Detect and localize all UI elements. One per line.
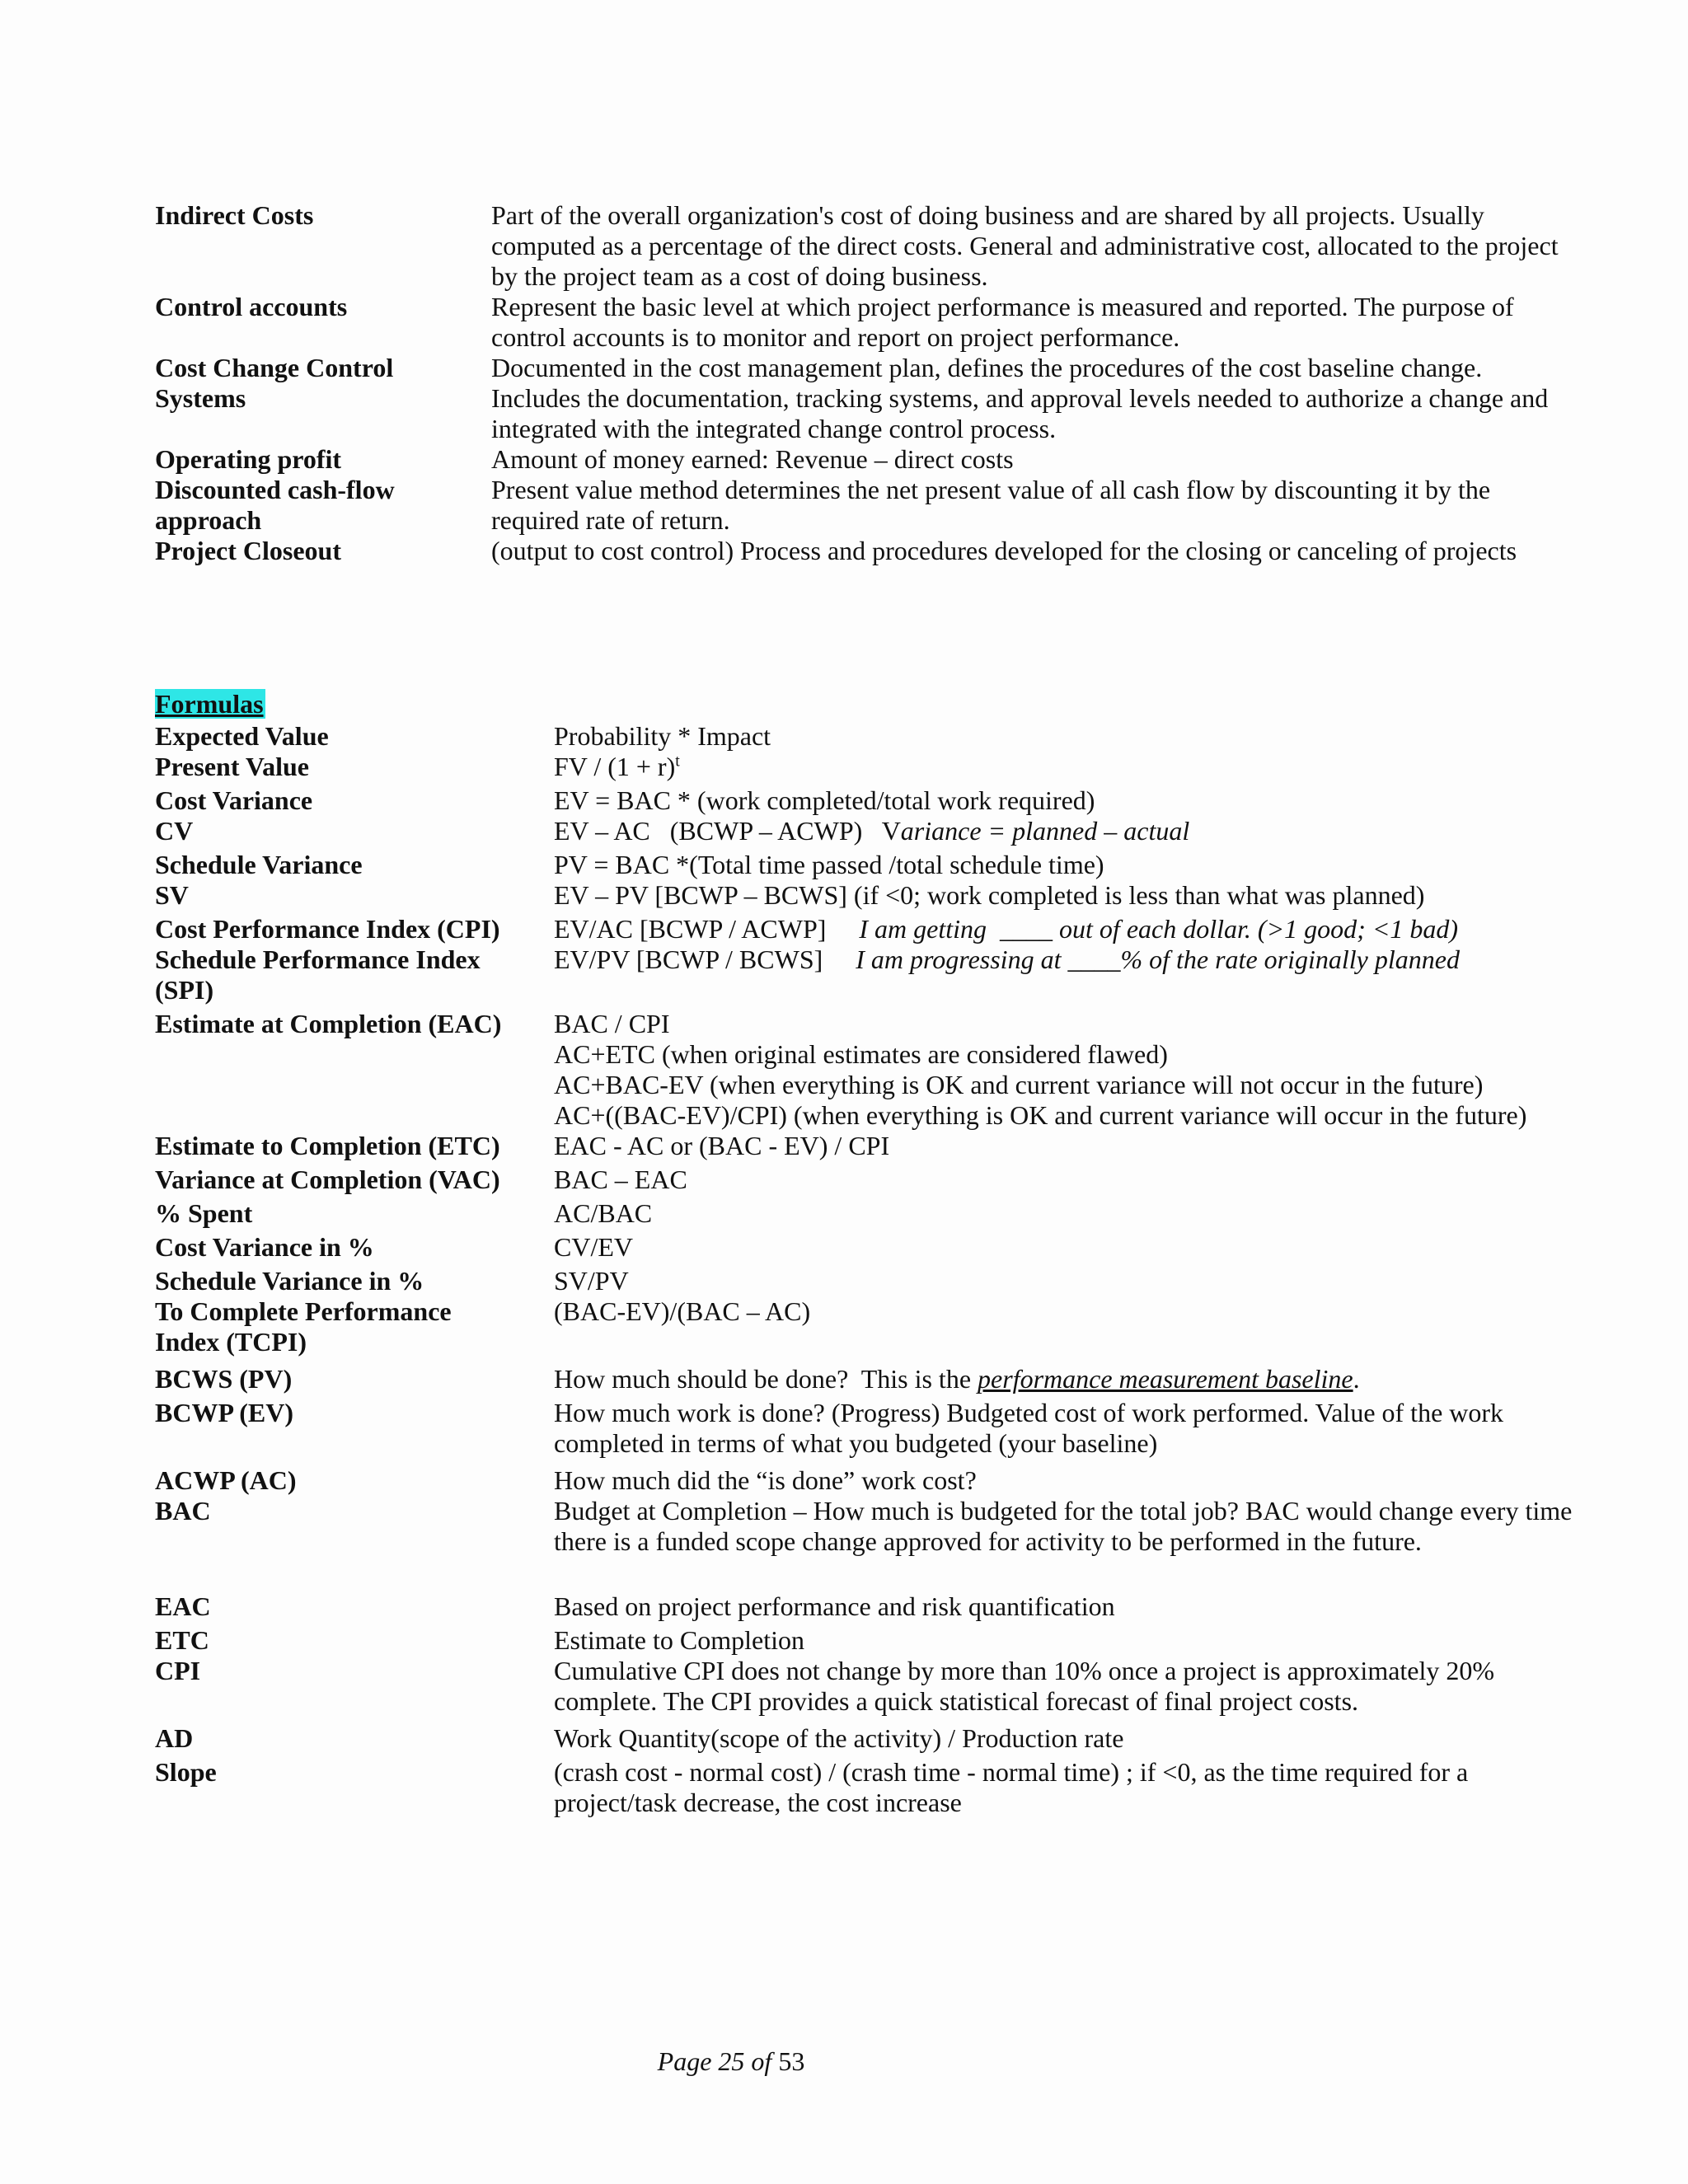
formula-definition: (crash cost - normal cost) / (crash time - normal time) ; if <0, as the time required for a project/task decrease, the cost increase — [554, 1757, 1469, 1817]
formula-term: Cost Performance Index (CPI) — [155, 914, 500, 944]
formula-term: BAC — [155, 1496, 211, 1526]
formula-row — [155, 944, 1574, 1005]
glossary-term: Project Closeout — [155, 536, 341, 565]
glossary-term: Control accounts — [155, 292, 348, 321]
glossary-definition: Documented in the cost management plan, defines the procedures of the cost baseline change. Includes the documentation, tracking systems, and approval levels needed to authorize a change and integrated with the integrated change control process. — [491, 353, 1549, 443]
formula-term: To Complete Performance Index (TCPI) — [155, 1296, 452, 1357]
formula-definition: Work Quantity(scope of the activity) / Production rate — [554, 1723, 1124, 1753]
formulas-section — [155, 689, 1574, 1818]
formula-row — [155, 1165, 1574, 1195]
formula-row — [155, 914, 1574, 944]
glossary-row — [155, 292, 1574, 353]
glossary-row — [155, 200, 1574, 292]
formula-row — [155, 721, 1574, 752]
formula-term: Estimate to Completion (ETC) — [155, 1131, 500, 1160]
glossary-term: Cost Change Control Systems — [155, 353, 394, 413]
formula-definition — [554, 1364, 1574, 1394]
formula-definition — [554, 914, 1574, 944]
formula-definition — [554, 816, 1574, 846]
formulas-heading: Formulas — [155, 689, 264, 719]
glossary-term: Discounted cash-flow approach — [155, 475, 395, 535]
formula-row — [155, 1625, 1574, 1656]
formula-text: FV / (1 + r) — [554, 752, 676, 781]
formula-note: ariance = planned – actual — [900, 816, 1190, 846]
formula-term: Schedule Variance — [155, 850, 363, 879]
formula-line: AC+((BAC-EV)/CPI) (when everything is OK and current variance will occur in the future) — [554, 1100, 1527, 1130]
formula-text: How much should be done? This is the — [554, 1364, 978, 1394]
formula-definition — [554, 1009, 1574, 1131]
formula-superscript: t — [675, 752, 680, 771]
formula-term: CPI — [155, 1656, 201, 1685]
formula-line: BAC / CPI — [554, 1009, 670, 1038]
formula-term: Schedule Variance in % — [155, 1266, 424, 1296]
formula-term: ETC — [155, 1625, 209, 1655]
formula-row — [155, 1131, 1574, 1161]
formula-row — [155, 1465, 1574, 1496]
formula-row — [155, 1009, 1574, 1131]
formula-definition: EAC - AC or (BAC - EV) / CPI — [554, 1131, 890, 1160]
formula-row — [155, 1296, 1574, 1357]
formula-row — [155, 1398, 1574, 1459]
formula-definition: AC/BAC — [554, 1198, 653, 1228]
formula-row — [155, 1723, 1574, 1754]
formula-definition: Cumulative CPI does not change by more than 10% once a project is approximately 20% complete. The CPI provides a quick statistical forecast of final project costs. — [554, 1656, 1495, 1716]
formula-text: EV/AC [BCWP / ACWP] — [554, 914, 860, 944]
glossary-definition: Present value method determines the net present value of all cash flow by discounting it by the required rate of return. — [491, 475, 1491, 535]
total-page-count: 53 — [778, 2046, 805, 2076]
formula-row — [155, 1364, 1574, 1394]
glossary-row — [155, 475, 1574, 536]
formula-term: Schedule Performance Index (SPI) — [155, 944, 481, 1005]
formula-term: % Spent — [155, 1198, 253, 1228]
formula-term: SV — [155, 880, 189, 910]
formula-term: EAC — [155, 1591, 211, 1621]
formula-term: BCWP (EV) — [155, 1398, 293, 1427]
formula-line: AC+BAC-EV (when everything is OK and current variance will not occur in the future) — [554, 1070, 1484, 1099]
formula-row — [155, 1757, 1574, 1818]
formula-term: BCWS (PV) — [155, 1364, 293, 1394]
formula-row — [155, 850, 1574, 880]
formula-term: AD — [155, 1723, 194, 1753]
formula-row — [155, 1591, 1574, 1622]
formula-row — [155, 1656, 1574, 1717]
formula-text: EV/PV [BCWP / BCWS] — [554, 944, 856, 974]
formula-row — [155, 1232, 1574, 1263]
formula-definition: EV – PV [BCWP – BCWS] (if <0; work completed is less than what was planned) — [554, 880, 1425, 910]
formula-term: Present Value — [155, 752, 309, 781]
glossary-definition: (output to cost control) Process and procedures developed for the closing or canceling of projects — [491, 536, 1517, 565]
formula-term: Expected Value — [155, 721, 329, 751]
glossary-definition: Amount of money earned: Revenue – direct costs — [491, 444, 1014, 474]
formula-row — [155, 1266, 1574, 1296]
formula-definition: EV = BAC * (work completed/total work required) — [554, 785, 1095, 815]
formula-definition: How much work is done? (Progress) Budgeted cost of work performed. Value of the work completed in terms of what you budgeted (your baseline) — [554, 1398, 1504, 1458]
page-number-separator: of — [744, 2046, 779, 2076]
formula-definition: Probability * Impact — [554, 721, 771, 751]
formula-definition: CV/EV — [554, 1232, 633, 1262]
formula-definition: BAC – EAC — [554, 1165, 687, 1194]
formula-definition: SV/PV — [554, 1266, 629, 1296]
glossary-section — [155, 200, 1574, 566]
formula-row — [155, 880, 1574, 911]
glossary-definition: Represent the basic level at which project performance is measured and reported. The purpose of control accounts is to monitor and report on project performance. — [491, 292, 1514, 352]
formula-definition: Based on project performance and risk quantification — [554, 1591, 1115, 1621]
page-footer — [0, 2046, 1462, 2077]
formula-row — [155, 1496, 1574, 1557]
formula-row — [155, 752, 1574, 782]
formula-definition: Estimate to Completion — [554, 1625, 804, 1655]
current-page-number: 25 — [718, 2046, 745, 2076]
glossary-term: Operating profit — [155, 444, 342, 474]
glossary-term: Indirect Costs — [155, 200, 314, 230]
formula-term: Cost Variance in % — [155, 1232, 374, 1262]
formula-line: AC+ETC (when original estimates are considered flawed) — [554, 1039, 1168, 1069]
formula-term: Cost Variance — [155, 785, 313, 815]
formula-term: Estimate at Completion (EAC) — [155, 1009, 502, 1038]
glossary-row — [155, 444, 1574, 475]
glossary-definition: Part of the overall organization's cost of doing business and are shared by all projects. Usually computed as a percentage of the direct costs. General and administrative cost, allocated to the project by the project team as a cost of doing business. — [491, 200, 1559, 291]
formula-row — [155, 785, 1574, 816]
formula-definition: How much did the “is done” work cost? — [554, 1465, 977, 1495]
formula-term: CV — [155, 816, 194, 846]
formula-term: ACWP (AC) — [155, 1465, 297, 1495]
formula-definition: PV = BAC *(Total time passed /total schedule time) — [554, 850, 1104, 879]
formula-term: Variance at Completion (VAC) — [155, 1165, 500, 1194]
formula-note: I am getting ____ out of each dollar. (>1 good; <1 bad) — [859, 914, 1459, 944]
formula-definition: Budget at Completion – How much is budgeted for the total job? BAC would change every time there is a funded scope change approved for activity to be performed in the future. — [554, 1496, 1573, 1556]
formula-definition: (BAC-EV)/(BAC – AC) — [554, 1296, 811, 1326]
formula-emphasis: performance measurement baseline — [978, 1364, 1353, 1394]
formula-row — [155, 1198, 1574, 1229]
formula-note: I am progressing at ____% of the rate originally planned — [856, 944, 1460, 974]
formula-text: . — [1353, 1364, 1360, 1394]
formula-row — [155, 816, 1574, 846]
formula-definition — [554, 752, 1574, 782]
page-number-prefix: Page — [657, 2046, 719, 2076]
glossary-row — [155, 353, 1574, 444]
formula-definition — [554, 944, 1574, 975]
glossary-row — [155, 536, 1574, 566]
formula-text: EV – AC (BCWP – ACWP) V — [554, 816, 901, 846]
formula-term: Slope — [155, 1757, 217, 1787]
